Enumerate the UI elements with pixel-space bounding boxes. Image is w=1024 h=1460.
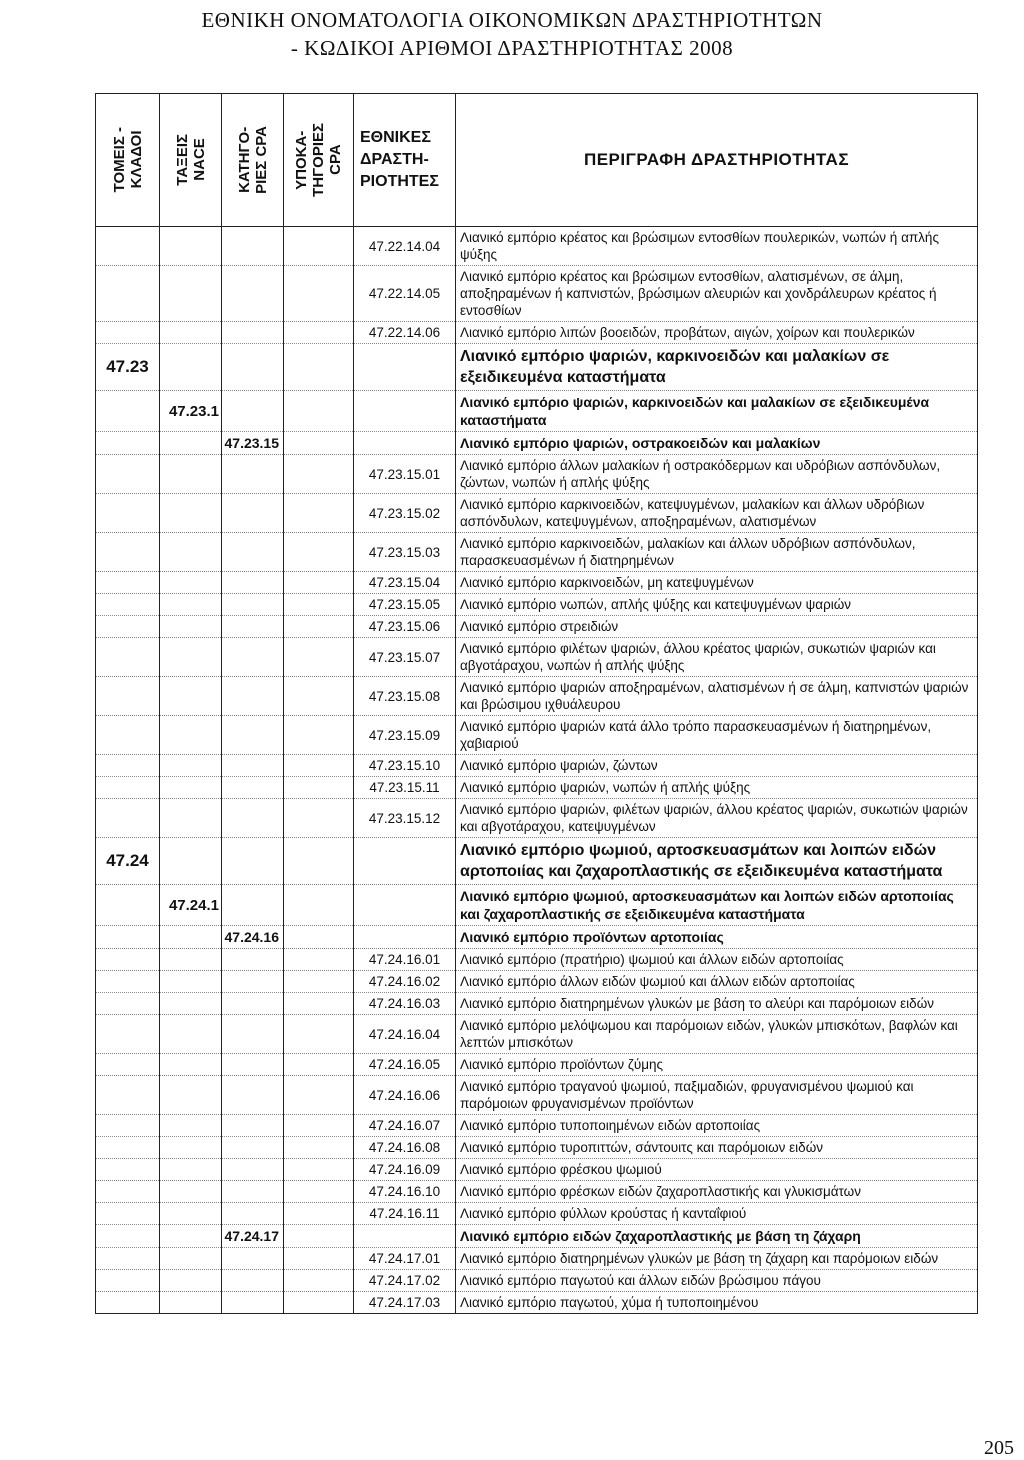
class-code-cell [160,494,222,533]
national-activity-code-cell [354,1225,456,1248]
class-code-cell [160,1203,222,1225]
national-activity-code-cell: 47.23.15.01 [354,455,456,494]
activity-description-cell: Λιανικό εμπόριο νωπών, απλής ψύξης και κατεψυγμένων ψαριών [456,594,978,616]
subcategory-code-cell [284,533,354,572]
subcategory-code-cell [284,1115,354,1137]
activity-description-cell: Λιανικό εμπόριο ψαριών κατά άλλο τρόπο παρασκευασμένων ή διατηρημένων, χαβιαριού [456,716,978,755]
subcategory-code-cell [284,1181,354,1203]
header-subcategories: ΥΠΟΚΑ- ΤΗΓΟΡΙΕΣ CPA [284,94,354,227]
table-row [96,391,978,432]
table-row [96,494,978,533]
subcategory-code-cell [284,266,354,322]
class-code-cell [160,716,222,755]
class-code-cell [160,638,222,677]
class-code-cell [160,777,222,799]
category-code-cell [222,266,284,322]
national-activity-code-cell: 47.23.15.07 [354,638,456,677]
header-national-activities: ΕΘΝΙΚΕΣ ΔΡΑΣΤΗ- ΡΙΟΤΗΤΕΣ [354,94,456,227]
activity-description-cell: Λιανικό εμπόριο ψαριών, οστρακοειδών και μαλακίων [456,432,978,455]
subcategory-code-cell [284,322,354,344]
category-code-cell [222,677,284,716]
national-activity-code-cell: 47.23.15.11 [354,777,456,799]
national-activity-code-cell: 47.23.15.05 [354,594,456,616]
subcategory-code-cell [284,677,354,716]
national-activity-code-cell: 47.24.16.03 [354,993,456,1015]
table-row [96,1015,978,1054]
national-activity-code-cell: 47.24.16.08 [354,1137,456,1159]
category-code-cell [222,885,284,926]
activity-description-cell: Λιανικό εμπόριο προϊόντων ζύμης [456,1054,978,1076]
subcategory-code-cell [284,1015,354,1054]
category-code-cell [222,594,284,616]
table-row [96,616,978,638]
subcategory-code-cell [284,432,354,455]
class-code-cell [160,1015,222,1054]
table-row [96,1054,978,1076]
activity-description-cell: Λιανικό εμπόριο φρέσκου ψωμιού [456,1159,978,1181]
section-code-cell [96,1203,160,1225]
subcategory-code-cell [284,227,354,266]
subcategory-code-cell [284,838,354,885]
section-code-cell [96,1181,160,1203]
section-code-cell [96,533,160,572]
subcategory-code-cell [284,1159,354,1181]
table-row [96,1225,978,1248]
section-code-cell [96,572,160,594]
category-code-cell [222,322,284,344]
subcategory-code-cell [284,1203,354,1225]
subcategory-code-cell [284,616,354,638]
category-code-cell: 47.24.16 [222,926,284,949]
activity-description-cell: Λιανικό εμπόριο φύλλων κρούστας ή κανταΐφιού [456,1203,978,1225]
national-activity-code-cell: 47.24.16.01 [354,949,456,971]
page-number: 205 [984,1437,1014,1459]
section-code-cell [96,1159,160,1181]
class-code-cell [160,1270,222,1292]
national-activity-code-cell: 47.23.15.08 [354,677,456,716]
table-row [96,971,978,993]
class-code-cell [160,1248,222,1270]
section-code-cell: 47.24 [96,838,160,885]
section-code-cell [96,716,160,755]
table-row [96,455,978,494]
activity-description-cell: Λιανικό εμπόριο κρέατος και βρώσιμων εντοσθίων πουλερικών, νωπών ή απλής ψύξης [456,227,978,266]
class-code-cell [160,993,222,1015]
national-activity-code-cell: 47.23.15.03 [354,533,456,572]
section-code-cell [96,971,160,993]
category-code-cell [222,344,284,391]
class-code-cell [160,616,222,638]
category-code-cell [222,1203,284,1225]
subcategory-code-cell [284,885,354,926]
class-code-cell [160,799,222,838]
table-row [96,1181,978,1203]
section-code-cell [96,777,160,799]
category-code-cell [222,1270,284,1292]
section-code-cell [96,1292,160,1314]
subcategory-code-cell [284,638,354,677]
category-code-cell [222,533,284,572]
section-code-cell [96,227,160,266]
class-code-cell [160,1181,222,1203]
class-code-cell [160,677,222,716]
national-activity-code-cell [354,885,456,926]
category-code-cell [222,1159,284,1181]
table-row [96,949,978,971]
section-code-cell [96,993,160,1015]
section-code-cell [96,799,160,838]
activity-description-cell: Λιανικό εμπόριο (πρατήριο) ψωμιού και άλλων ειδών αρτοποιίας [456,949,978,971]
activity-description-cell: Λιανικό εμπόριο ψωμιού, αρτοσκευασμάτων και λοιπών ειδών αρτοποιίας και ζαχαροπλαστικής σε εξειδικευμένα καταστήματα [456,838,978,885]
activity-description-cell: Λιανικό εμπόριο τυποποιημένων ειδών αρτοποιίας [456,1115,978,1137]
category-code-cell [222,799,284,838]
section-code-cell [96,1076,160,1115]
header-categories: ΚΑΤΗΓΟ- ΡΙΕΣ CPA [222,94,284,227]
subcategory-code-cell [284,1076,354,1115]
subcategory-code-cell [284,494,354,533]
national-activity-code-cell [354,838,456,885]
table-header-row [96,94,978,227]
national-activity-code-cell: 47.24.16.09 [354,1159,456,1181]
national-activity-code-cell: 47.23.15.02 [354,494,456,533]
category-code-cell [222,716,284,755]
class-code-cell [160,322,222,344]
activity-description-cell: Λιανικό εμπόριο ψαριών αποξηραμένων, αλατισμένων ή σε άλμη, καπνιστών ψαριών και βρώσιμου ιχθυάλευρου [456,677,978,716]
class-code-cell [160,1115,222,1137]
class-code-cell [160,1225,222,1248]
activity-description-cell: Λιανικό εμπόριο μελόψωμου και παρόμοιων ειδών, γλυκών μπισκότων, βαφλών και λεπτών μπισκότων [456,1015,978,1054]
category-code-cell [222,777,284,799]
table-row [96,926,978,949]
category-code-cell [222,1248,284,1270]
subcategory-code-cell [284,1292,354,1314]
subcategory-code-cell [284,799,354,838]
subcategory-code-cell [284,1137,354,1159]
subcategory-code-cell [284,594,354,616]
category-code-cell [222,494,284,533]
activity-description-cell: Λιανικό εμπόριο ψαριών, νωπών ή απλής ψύξης [456,777,978,799]
category-code-cell [222,572,284,594]
category-code-cell [222,455,284,494]
activity-description-cell: Λιανικό εμπόριο διατηρημένων γλυκών με βάση το αλεύρι και παρόμοιων ειδών [456,993,978,1015]
section-code-cell [96,322,160,344]
table-row [96,1159,978,1181]
category-code-cell [222,755,284,777]
national-activity-code-cell: 47.23.15.10 [354,755,456,777]
activity-description-cell: Λιανικό εμπόριο άλλων μαλακίων ή οστρακόδερμων και υδρόβιων ασπόνδυλων, ζώντων, νωπών ή απλής ψύξης [456,455,978,494]
activity-description-cell: Λιανικό εμπόριο ψαριών, καρκινοειδών και μαλακίων σε εξειδικευμένα καταστήματα [456,391,978,432]
section-code-cell [96,949,160,971]
national-activity-code-cell [354,432,456,455]
activity-description-cell: Λιανικό εμπόριο καρκινοειδών, μη κατεψυγμένων [456,572,978,594]
national-activity-code-cell: 47.23.15.12 [354,799,456,838]
national-activity-code-cell: 47.22.14.05 [354,266,456,322]
section-code-cell [96,1270,160,1292]
subcategory-code-cell [284,572,354,594]
national-activity-code-cell [354,391,456,432]
table-row [96,838,978,885]
class-code-cell [160,926,222,949]
class-code-cell [160,949,222,971]
activity-description-cell: Λιανικό εμπόριο τυροπιττών, σάντουιτς και παρόμοιων ειδών [456,1137,978,1159]
section-code-cell [96,677,160,716]
class-code-cell: 47.24.1 [160,885,222,926]
section-code-cell [96,926,160,949]
national-activity-code-cell: 47.24.17.01 [354,1248,456,1270]
class-code-cell [160,1137,222,1159]
activity-description-cell: Λιανικό εμπόριο παγωτού και άλλων ειδών βρώσιμου πάγου [456,1270,978,1292]
table-row [96,885,978,926]
subcategory-code-cell [284,391,354,432]
section-code-cell [96,1054,160,1076]
national-activity-code-cell: 47.22.14.06 [354,322,456,344]
section-code-cell [96,594,160,616]
activity-description-cell: Λιανικό εμπόριο διατηρημένων γλυκών με βάση τη ζάχαρη και παρόμοιων ειδών [456,1248,978,1270]
class-code-cell [160,432,222,455]
national-activity-code-cell: 47.24.16.06 [354,1076,456,1115]
national-activity-code-cell: 47.23.15.09 [354,716,456,755]
table-row [96,755,978,777]
table-row [96,677,978,716]
class-code-cell [160,755,222,777]
table-row [96,594,978,616]
subcategory-code-cell [284,716,354,755]
table-row [96,638,978,677]
class-code-cell [160,594,222,616]
section-code-cell [96,494,160,533]
subcategory-code-cell [284,1054,354,1076]
activity-description-cell: Λιανικό εμπόριο κρέατος και βρώσιμων εντοσθίων, αλατισμένων, σε άλμη, αποξηραμένων ή καπνιστών, βρώσιμων αλευριών και χονδράλευρων κρέατος ή εντοσθίων [456,266,978,322]
section-code-cell [96,1115,160,1137]
activity-description-cell: Λιανικό εμπόριο καρκινοειδών, μαλακίων και άλλων υδρόβιων ασπόνδυλων, παρασκευασμένων ή διατηρημένων [456,533,978,572]
national-activity-code-cell: 47.24.16.10 [354,1181,456,1203]
national-activity-code-cell: 47.22.14.04 [354,227,456,266]
section-code-cell [96,885,160,926]
table-row [96,227,978,266]
class-code-cell [160,1292,222,1314]
section-code-cell [96,1225,160,1248]
national-activity-code-cell: 47.24.17.03 [354,1292,456,1314]
class-code-cell [160,266,222,322]
category-code-cell [222,838,284,885]
activity-description-cell: Λιανικό εμπόριο ψαριών, ζώντων [456,755,978,777]
category-code-cell: 47.23.15 [222,432,284,455]
subcategory-code-cell [284,971,354,993]
section-code-cell [96,391,160,432]
national-activity-code-cell: 47.24.16.05 [354,1054,456,1076]
category-code-cell [222,1292,284,1314]
section-code-cell [96,638,160,677]
category-code-cell [222,1115,284,1137]
subcategory-code-cell [284,344,354,391]
category-code-cell [222,616,284,638]
table-row [96,432,978,455]
subcategory-code-cell [284,926,354,949]
table-row [96,1270,978,1292]
national-activity-code-cell: 47.24.17.02 [354,1270,456,1292]
section-code-cell [96,1248,160,1270]
activity-description-cell: Λιανικό εμπόριο στρειδιών [456,616,978,638]
class-code-cell [160,533,222,572]
subcategory-code-cell [284,1248,354,1270]
table-row [96,993,978,1015]
activity-description-cell: Λιανικό εμπόριο φιλέτων ψαριών, άλλου κρέατος ψαριών, συκωτιών ψαριών και αβγοτάραχου, νωπών ή απλής ψύξης [456,638,978,677]
category-code-cell [222,971,284,993]
subcategory-code-cell [284,755,354,777]
national-activity-code-cell: 47.24.16.11 [354,1203,456,1225]
section-code-cell [96,432,160,455]
section-code-cell [96,455,160,494]
category-code-cell [222,638,284,677]
table-row [96,1203,978,1225]
activity-description-cell: Λιανικό εμπόριο ψαριών, φιλέτων ψαριών, άλλου κρέατος ψαριών, συκωτιών ψαριών και αβγοτάραχου, κατεψυγμένων [456,799,978,838]
table-row [96,266,978,322]
activity-description-cell: Λιανικό εμπόριο ψαριών, καρκινοειδών και μαλακίων σε εξειδικευμένα καταστήματα [456,344,978,391]
category-code-cell [222,949,284,971]
table-row [96,1292,978,1314]
table-row [96,1137,978,1159]
document-title: ΕΘΝΙΚΗ ΟΝΟΜΑΤΟΛΟΓΙΑ ΟΙΚΟΝΟΜΙΚΩΝ ΔΡΑΣΤΗΡΙΟΤΗΤΩΝ [201,8,823,32]
activity-description-cell: Λιανικό εμπόριο καρκινοειδών, κατεψυγμένων, μαλακίων και άλλων υδρόβιων ασπόνδυλων, κατεψυγμένων, αποξηραμένων, αλατισμένων [456,494,978,533]
national-activity-code-cell: 47.24.16.04 [354,1015,456,1054]
subcategory-code-cell [284,1270,354,1292]
category-code-cell [222,227,284,266]
class-code-cell [160,1054,222,1076]
header-sections: ΤΟΜΕΙΣ - ΚΛΑΔΟΙ [96,94,160,227]
subcategory-code-cell [284,993,354,1015]
class-code-cell [160,838,222,885]
section-code-cell [96,616,160,638]
class-code-cell [160,572,222,594]
national-activity-code-cell [354,926,456,949]
document-subtitle: - ΚΩΔΙΚΟΙ ΑΡΙΘΜΟΙ ΔΡΑΣΤΗΡΙΟΤΗΤΑΣ 2008 [290,36,734,60]
national-activity-code-cell: 47.24.16.02 [354,971,456,993]
section-code-cell: 47.23 [96,344,160,391]
class-code-cell: 47.23.1 [160,391,222,432]
subcategory-code-cell [284,777,354,799]
national-activity-code-cell: 47.23.15.04 [354,572,456,594]
national-activity-code-cell: 47.23.15.06 [354,616,456,638]
activity-description-cell: Λιανικό εμπόριο άλλων ειδών ψωμιού και άλλων ειδών αρτοποιίας [456,971,978,993]
category-code-cell [222,1181,284,1203]
activity-code-table [95,93,978,1314]
table-row [96,533,978,572]
category-code-cell [222,1054,284,1076]
category-code-cell [222,993,284,1015]
activity-description-cell: Λιανικό εμπόριο τραγανού ψωμιού, παξιμαδιών, φρυγανισμένου ψωμιού και παρόμοιων φρυγανισμένων προϊόντων [456,1076,978,1115]
category-code-cell [222,391,284,432]
national-activity-code-cell: 47.24.16.07 [354,1115,456,1137]
activity-description-cell: Λιανικό εμπόριο παγωτού, χύμα ή τυποποιημένου [456,1292,978,1314]
category-code-cell [222,1137,284,1159]
class-code-cell [160,344,222,391]
class-code-cell [160,1159,222,1181]
class-code-cell [160,971,222,993]
section-code-cell [96,266,160,322]
category-code-cell [222,1015,284,1054]
subcategory-code-cell [284,455,354,494]
subcategory-code-cell [284,1225,354,1248]
table-body [96,227,978,1314]
category-code-cell: 47.24.17 [222,1225,284,1248]
section-code-cell [96,1015,160,1054]
header-classes: ΤΑΞΕΙΣ NACE [160,94,222,227]
table-row [96,322,978,344]
class-code-cell [160,1076,222,1115]
table-row [96,777,978,799]
table-row [96,1076,978,1115]
activity-description-cell: Λιανικό εμπόριο λιπών βοοειδών, προβάτων, αιγών, χοίρων και πουλερικών [456,322,978,344]
category-code-cell [222,1076,284,1115]
header-description: ΠΕΡΙΓΡΑΦΗ ΔΡΑΣΤΗΡΙΟΤΗΤΑΣ [456,94,978,227]
activity-description-cell: Λιανικό εμπόριο ειδών ζαχαροπλαστικής με βάση τη ζάχαρη [456,1225,978,1248]
table-row [96,344,978,391]
class-code-cell [160,455,222,494]
table-row [96,1115,978,1137]
table-row [96,572,978,594]
table-row [96,1248,978,1270]
activity-description-cell: Λιανικό εμπόριο ψωμιού, αρτοσκευασμάτων και λοιπών ειδών αρτοποιίας και ζαχαροπλαστικής σε εξειδικευμένα καταστήματα [456,885,978,926]
national-activity-code-cell [354,344,456,391]
subcategory-code-cell [284,949,354,971]
section-code-cell [96,1137,160,1159]
activity-description-cell: Λιανικό εμπόριο προϊόντων αρτοποιίας [456,926,978,949]
table-row [96,716,978,755]
table-row [96,799,978,838]
class-code-cell [160,227,222,266]
activity-description-cell: Λιανικό εμπόριο φρέσκων ειδών ζαχαροπλαστικής και γλυκισμάτων [456,1181,978,1203]
section-code-cell [96,755,160,777]
